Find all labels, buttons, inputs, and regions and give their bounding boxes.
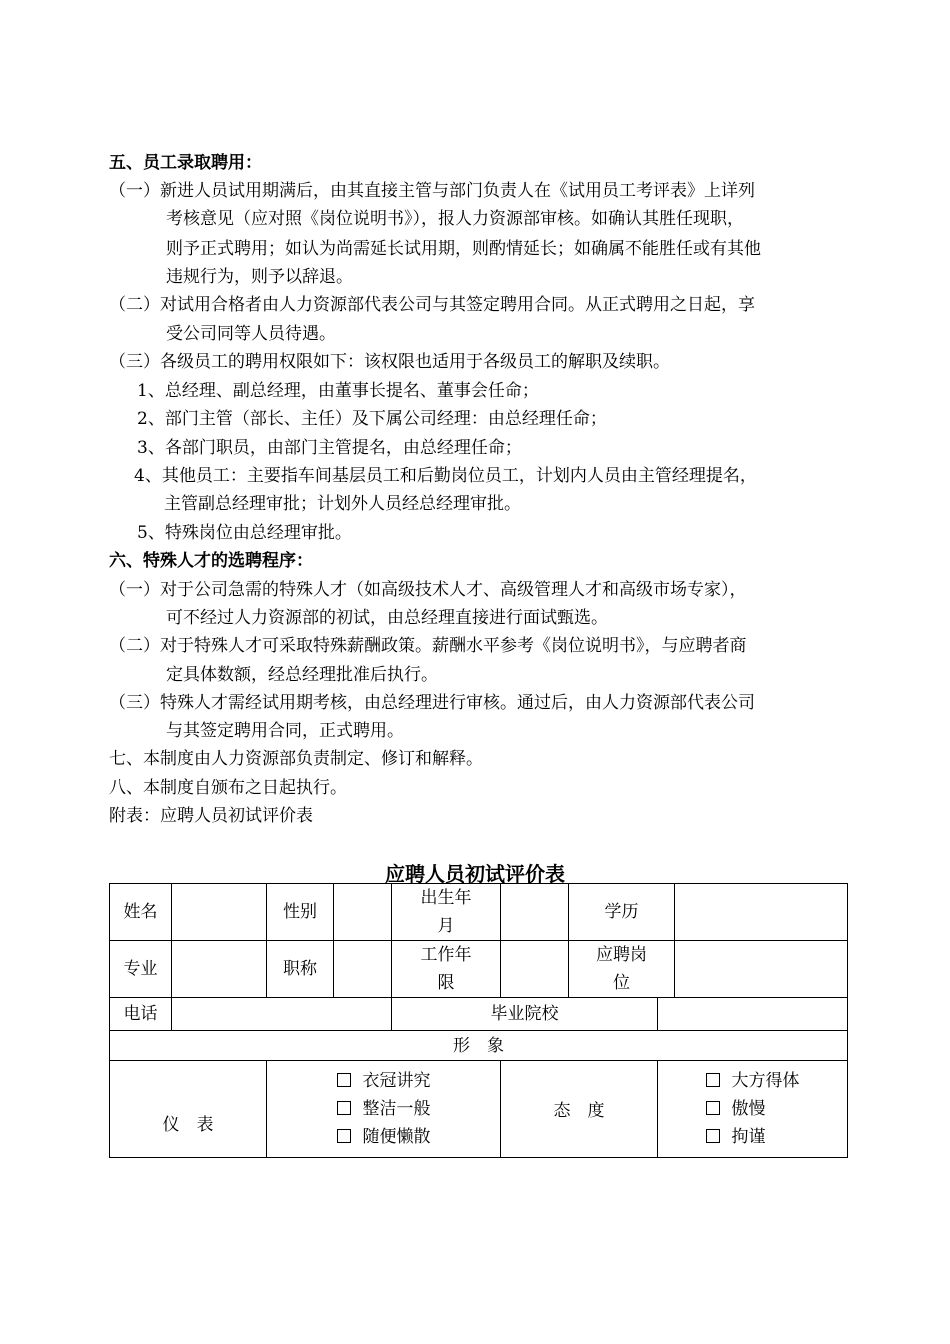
birth-label: 出生年 月 [392, 884, 501, 941]
paragraph-line: 定具体数额，经总经理批准后执行。 [166, 665, 438, 685]
attitude-option[interactable]: 大方得体 [706, 1067, 800, 1095]
checkbox-icon[interactable] [706, 1101, 720, 1115]
paragraph-line: （一）对于公司急需的特殊人才（如高级技术人才、高级管理人才和高级市场专家）， [109, 580, 747, 600]
checkbox-icon[interactable] [337, 1101, 351, 1115]
section-heading-6: 六、特殊人才的选聘程序： [109, 551, 313, 571]
major-field[interactable] [172, 941, 267, 998]
attitude-option[interactable]: 傲慢 [706, 1095, 800, 1123]
table-row [110, 1061, 848, 1158]
major-label: 专业 [110, 941, 172, 998]
work-years-label: 工作年 限 [392, 941, 501, 998]
table-row [110, 998, 848, 1031]
title-field[interactable] [334, 941, 392, 998]
paragraph-line: 则予正式聘用；如认为尚需延长试用期，则酌情延长；如确属不能胜任或有其他 [166, 239, 761, 259]
list-item: 1、总经理、副总经理，由董事长提名、董事会任命； [137, 381, 539, 401]
paragraph-line: （三）各级员工的聘用权限如下：该权限也适用于各级员工的解职及续职。 [109, 352, 670, 372]
name-field[interactable] [172, 884, 267, 941]
table-row [110, 941, 848, 998]
paragraph-line: （三）特殊人才需经试用期考核，由总经理进行审核。通过后，由人力资源部代表公司 [109, 693, 755, 713]
section-heading-5: 五、员工录取聘用： [109, 153, 262, 173]
table-row [110, 884, 848, 941]
checkbox-icon[interactable] [337, 1129, 351, 1143]
appearance-option[interactable]: 随便懒散 [337, 1123, 431, 1151]
paragraph-line: 违规行为，则予以辞退。 [166, 267, 353, 287]
form-title: 应聘人员初试评价表 [385, 862, 565, 886]
appearance-option[interactable]: 整洁一般 [337, 1095, 431, 1123]
position-field[interactable] [675, 941, 848, 998]
paragraph-line: （二）对试用合格者由人力资源部代表公司与其签定聘用合同。从正式聘用之日起，享 [109, 295, 755, 315]
list-item: 主管副总经理审批；计划外人员经总经理审批。 [164, 494, 521, 514]
position-label: 应聘岗 位 [569, 941, 675, 998]
checkbox-icon[interactable] [337, 1073, 351, 1087]
paragraph-line: 受公司同等人员待遇。 [166, 324, 336, 344]
phone-field[interactable] [172, 998, 392, 1031]
attitude-options [658, 1061, 848, 1158]
checkbox-icon[interactable] [706, 1129, 720, 1143]
list-item: 3、各部门职员，由部门主管提名，由总经理任命； [137, 438, 522, 458]
attitude-option[interactable]: 拘谨 [706, 1123, 800, 1151]
paragraph-line: 七、本制度由人力资源部负责制定、修订和解释。 [109, 749, 483, 769]
education-field[interactable] [675, 884, 848, 941]
appearance-options [267, 1061, 501, 1158]
attachment-note: 附表：应聘人员初试评价表 [109, 806, 313, 826]
attitude-label: 态 度 [501, 1061, 658, 1158]
list-item: 4、其他员工：主要指车间基层员工和后勤岗位员工，计划内人员由主管经理提名， [134, 466, 757, 486]
list-item: 5、特殊岗位由总经理审批。 [137, 523, 352, 543]
list-item: 2、部门主管（部长、主任）及下属公司经理：由总经理任命； [137, 409, 607, 429]
birth-field[interactable] [501, 884, 569, 941]
gender-label: 性别 [267, 884, 334, 941]
title-label: 职称 [267, 941, 334, 998]
name-label: 姓名 [110, 884, 172, 941]
work-years-field[interactable] [501, 941, 569, 998]
school-field[interactable] [658, 998, 848, 1031]
evaluation-form-table [109, 883, 848, 1158]
paragraph-line: （二）对于特殊人才可采取特殊薪酬政策。薪酬水平参考《岗位说明书》，与应聘者商 [109, 636, 747, 656]
appearance-label: 仪 表 [110, 1061, 267, 1158]
paragraph-line: 考核意见（应对照《岗位说明书》），报人力资源部审核。如确认其胜任现职， [166, 209, 744, 229]
paragraph-line: 可不经过人力资源部的初试，由总经理直接进行面试甄选。 [166, 608, 608, 628]
paragraph-line: （一）新进人员试用期满后，由其直接主管与部门负责人在《试用员工考评表》上详列 [109, 181, 755, 201]
education-label: 学历 [569, 884, 675, 941]
school-label: 毕业院校 [392, 998, 658, 1031]
gender-field[interactable] [334, 884, 392, 941]
appearance-option[interactable]: 衣冠讲究 [337, 1067, 431, 1095]
checkbox-icon[interactable] [706, 1073, 720, 1087]
paragraph-line: 与其签定聘用合同，正式聘用。 [166, 721, 404, 741]
image-section-label: 形 象 [110, 1031, 848, 1061]
table-row [110, 1031, 848, 1061]
paragraph-line: 八、本制度自颁布之日起执行。 [109, 778, 347, 798]
phone-label: 电话 [110, 998, 172, 1031]
